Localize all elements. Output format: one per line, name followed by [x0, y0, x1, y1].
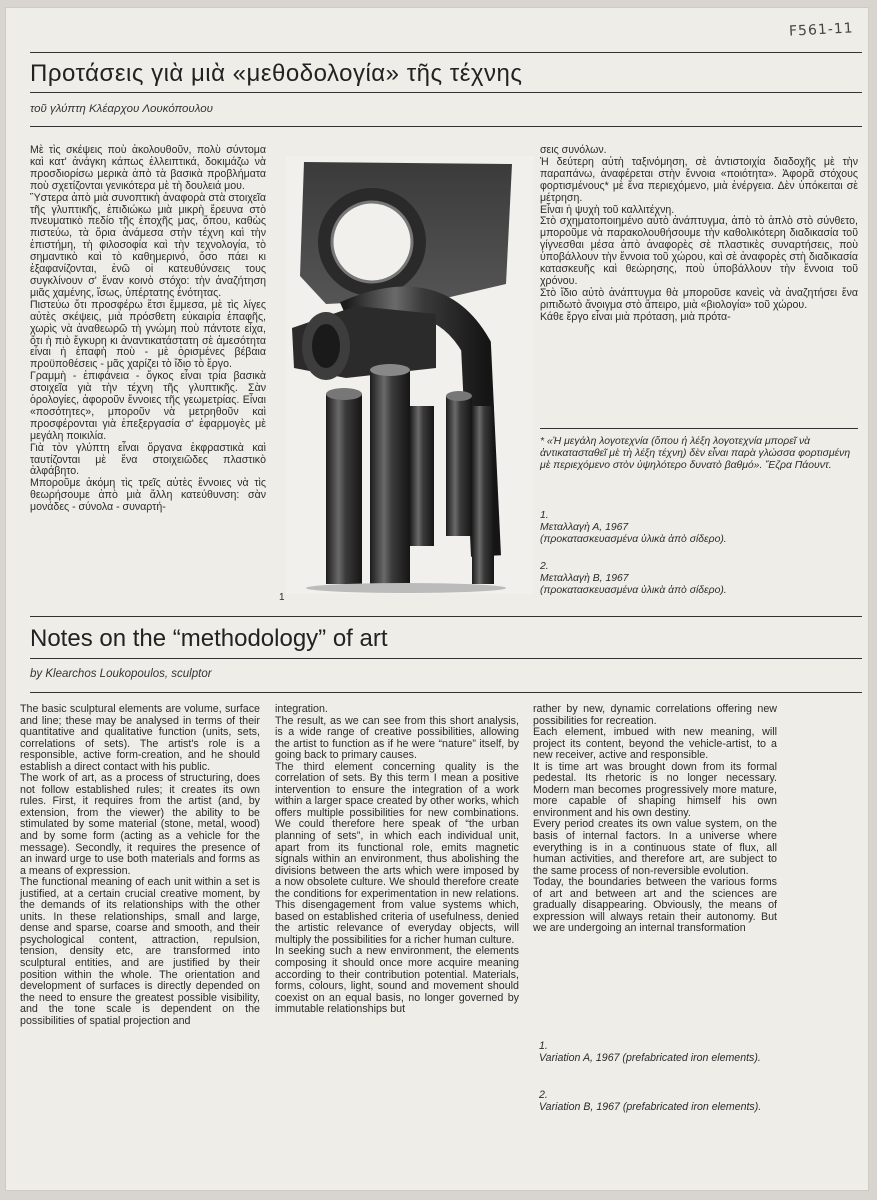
caption-text: Variation B, 1967 (prefabricated iron elements). — [539, 1100, 762, 1113]
english-caption-1 — [539, 1041, 839, 1064]
english-column-2 — [275, 704, 519, 1016]
greek-byline: τοῦ γλύπτη Κλέαρχου Λουκόπουλου — [30, 103, 213, 115]
paragraph: Each element, imbued with new meaning, will project its content, beyond the vehicle-artist, to a new receiver, active and responsible. — [533, 726, 777, 762]
english-column-3 — [533, 704, 777, 935]
rule-under-english-byline — [30, 692, 862, 693]
greek-column-1 — [30, 145, 266, 514]
footnote-rule — [540, 428, 858, 429]
english-title: Notes on the “methodology” of art — [30, 625, 388, 652]
paragraph: integration. — [275, 703, 328, 715]
paragraph: The functional meaning of each unit within a set is justified, at a certain crucial creative moment, by the demands of its relationships with the other units. In these relationships, small and large, dense and sparse, coarse and smooth, and their psychological content, attraction, repulsion, tension, density etc, are transformed into sculptural entities, and are justified by their position within the whole. The orientation and development of surfaces is directly depended on the need to ensure the greatest possible visibility, and the tone scale is dependent on the possibilities of spatial projection and — [20, 876, 260, 1027]
caption-text: Variation A, 1967 (prefabricated iron elements). — [539, 1051, 761, 1064]
greek-title: Προτάσεις γιὰ μιὰ «μεθοδολογία» τῆς τέχνης — [30, 60, 523, 87]
english-caption-2 — [539, 1090, 839, 1113]
paragraph: The result, as we can see from this short analysis, is a wide range of creative possibilities, allowing the artist to function as if he were “nature” itself, by going back to primary causes. — [275, 714, 519, 762]
rule-under-greek-title — [30, 92, 862, 93]
paragraph: Στὸ σχηματοποιημένο αὐτὸ ἀνάπτυγμα, ἀπὸ τὸ ἁπλὸ στὸ σύνθετο, μποροῦμε νὰ παρακολουθήσουμε τὴν καθολικότερη διαδικασία τοῦ γίγνεσθαι μέσα ἀπὸ ἀναφορὲς σὲ πλαστικὲς συναρτήσεις, ποὺ ὑποβάλλουν τὴν ἔννοια τοῦ χώρου, καὶ σὲ ἀναφορὲς στὴ διαδικασία κατασκευῆς καὶ θεώρησης, ποὺ ὑποβάλλουν τὴν ἔννοια τοῦ χρόνου. — [540, 215, 858, 287]
rule-above-english-title — [30, 616, 862, 617]
paragraph: Γραμμὴ - ἐπιφάνεια - ὄγκος εἶναι τρία βασικὰ στοιχεῖα γιὰ τὴν τέχνη τῆς γλυπτικῆς. Σὰν ὁρολογίες, ἀφοροῦν ἔννοιες τῆς γεωμετρίας. Εἶναι «ποσότητες», μποροῦν νὰ μετρηθοῦν καὶ προσφέρονται γιὰ ἐπεξεργασία σ' ἐφαρμογὲς μὲ μεγάλη ποικιλία. — [30, 370, 266, 442]
paragraph: The basic sculptural elements are volume, surface and line; these may be analysed in terms of their quantitative and qualitative function (units, sets, correlations of sets). The artist's role is a responsible, active form-creation, and he should establish a direct contact with his public. — [20, 703, 260, 773]
paragraph: It is time art was brought down from its formal pedestal. Its rhetoric is no longer necessary. Modern man becomes progressively more mature, more capable of shaping himself his own environment and his own destiny. — [533, 760, 777, 819]
greek-caption-1 — [540, 510, 858, 545]
document-page — [6, 8, 868, 1190]
greek-footnote: * «Ἡ μεγάλη λογοτεχνία (ὅπου ἡ λέξη λογοτεχνία μπορεῖ νὰ ἀντικατασταθεῖ μὲ τὴ λέξη τέχνη) δὲν εἶναι παρὰ γλώσσα φορτισμένη μὲ περιεχόμενο στὸν ὑψηλότερο δυνατὸ βαθμό». Ἔζρα Πάουντ. — [540, 436, 851, 471]
paragraph: Today, the boundaries between the various forms of art and between art and the sciences are gradually disappearing. Obviously, the means of expression will always retain their autonomy. But we are undergoing an internal transformation — [533, 876, 777, 935]
paragraph: Μποροῦμε ἀκόμη τὶς τρεῖς αὐτὲς ἔννοιες νὰ τὶς θεωρήσουμε ἀπὸ μιὰ ἄλλη κατεύθυνση: σὰν μονάδες - σύνολα - συναρτή- — [30, 477, 266, 514]
rule-under-english-title — [30, 658, 862, 659]
sculpture-photo — [286, 156, 534, 594]
paragraph: rather by new, dynamic correlations offering new possibilities for recreation. — [533, 703, 777, 727]
english-byline: by Klearchos Loukopoulos, sculptor — [30, 668, 212, 680]
paragraph: In seeking such a new environment, the elements composing it should once more acquire meaning according to their contribution potential. Materials, forms, colours, light, sound and movement should coexist on an equal basis, no longer governed by immutable relationships but — [275, 945, 519, 1016]
caption-number: 1. — [540, 510, 549, 521]
rule-under-greek-byline — [30, 126, 862, 127]
greek-caption-2 — [540, 561, 858, 596]
archive-handwritten-note: F561-11 — [788, 20, 855, 40]
caption-title: Μεταλλαγὴ Α, 1967 — [540, 521, 629, 533]
paragraph: Κάθε ἔργο εἶναι μιὰ πρόταση, μιὰ πρότα- — [540, 310, 731, 323]
paragraph: Ὕστερα ἀπὸ μιὰ συνοπτικὴ ἀναφορὰ στὰ στοιχεῖα τῆς γλυπτικῆς, ἐπιδιώκω μιὰ μικρὴ ἔρευνα στὸ πνευματικὸ πεδίο τῆς ἐποχῆς μας, ὅπου, καθὼς πιστεύω, τὰ ὅρια ἀνάμεσα στὴν τέχνη καὶ τὴν ἐπιστήμη, τὴ φιλοσοφία καὶ τὴν τεχνολογία, τὸ σημαντικὸ καὶ τὸ καθημερινό, ὅσο πάει κι ἐξαφανίζονται, ἐνῶ οἱ κατευθύνσεις τους συγκλίνουν σ' ἕναν κοινὸ στόχο: τὴν ἀναζήτηση μιᾶς χαμένης, ἴσως, ὑπέρτατης ἑνότητας. — [30, 191, 266, 299]
paragraph: σεις συνόλων. — [540, 144, 607, 156]
caption-number: 2. — [539, 1089, 548, 1101]
paragraph: Πιστεύω ὅτι προσφέρω ἔτσι ἔμμεσα, μὲ τὶς λίγες αὐτὲς σκέψεις, μιὰ πρόσθετη εὐκαιρία ἐπαφῆς, χωρὶς νὰ ἀναθεωρῶ τὴ γνώμη ποὺ πάντοτε εἶχα, ὅτι ἡ πιὸ ἔγκυρη κι ἀναντικατάστατη σὲ ἀμεσότητα εἶναι ἡ ἐπαφὴ ποὺ - μὲ ὁρισμένες βέβαια προϋποθέσεις - μᾶς χαρίζει τὸ ἴδιο τὸ ἔργο. — [30, 298, 266, 371]
paragraph: Στὸ ἴδιο αὐτὸ ἀνάπτυγμα θὰ μποροῦσε κανεὶς νὰ ἀναζητήσει ἕνα ριπιδωτὸ ἄνοιγμα στὸ ἄπειρο, μιὰ «βιολογία» τοῦ χώρου. — [540, 286, 858, 311]
caption-number: 2. — [540, 561, 549, 572]
caption-title: Μεταλλαγὴ Β, 1967 — [540, 572, 629, 584]
english-column-1 — [20, 704, 260, 1027]
greek-column-2 — [540, 145, 858, 324]
paragraph: Γιὰ τὸν γλύπτη εἶναι ὄργανα ἐκφραστικὰ καὶ ταυτίζονται μὲ ἕνα στοιχειῶδες πλαστικὸ ἀλφάβητο. — [30, 441, 266, 478]
figure-number: 1 — [279, 592, 285, 603]
caption-desc: (προκατασκευασμένα ὑλικὰ ἀπὸ σίδερο). — [540, 533, 727, 545]
caption-desc: (προκατασκευασμένα ὑλικὰ ἀπὸ σίδερο). — [540, 584, 727, 596]
paragraph: Εἶναι ἡ ψυχὴ τοῦ καλλιτέχνη. — [540, 203, 675, 216]
paragraph: The third element concerning quality is the correlation of sets. By this term I mean a positive intervention to ensure the integration of a work within a larger space created by other works, which offers multiple possibilities for new combinations. We could therefore here speak of “the urban planning of sets”, in which each individual unit, apart from its functional role, emits magnetic signals within an environment, thus abolishing the divisions between the arts which were imposed by a now obsolete culture. We should therefore create the conditions for experimentation in new relations. This disengagement from value systems which, based on established criteria of usefulness, denied the artistic relevance of everyday objects, will multiply the possibilities for a richer human culture. — [275, 760, 519, 946]
paragraph: The work of art, as a process of structuring, does not follow established rules; it creates its own rules. First, it requires from the artist (and, by extension, from the viewer) the ability to be stimulated by some material (stone, metal, wood) and by some form (acting as a vehicle for the message). Secondly, it requires the presence of an inward urge to use both materials and forms as a means of expression. — [20, 772, 260, 877]
rule-top — [30, 52, 862, 53]
caption-number: 1. — [539, 1040, 548, 1052]
sculpture-illustration — [286, 156, 534, 594]
paragraph: Every period creates its own value system, on the basis of internal factors. In a universe where everything is in a continuous state of flux, all human activities, and therefore art, are subject to the same process of non-reversible evolution. — [533, 818, 777, 877]
paragraph: Μὲ τὶς σκέψεις ποὺ ἀκολουθοῦν, πολὺ σύντομα καὶ κατ' ἀνάγκη κάπως ἐλλειπτικά, δοκιμάζω νὰ προσδιορίσω μερικὰ ἀπὸ τὰ βασικὰ προβλήματα ποὺ σχετίζονται γενικότερα μὲ τὴ δουλειά μου. — [30, 144, 266, 192]
paragraph: Ἡ δεύτερη αὐτὴ ταξινόμηση, σὲ ἀντιστοιχία διαδοχῆς μὲ τὴν παραπάνω, ἀναφέρεται στὴν ἔννοια «ποιότητα». Ἀφορᾶ στόχους φορτισμένους* μὲ ἕνα περιεχόμενο, μιὰ ἐνέργεια. Δὲν ὑπόκειται σὲ μέτρηση. — [540, 155, 858, 204]
